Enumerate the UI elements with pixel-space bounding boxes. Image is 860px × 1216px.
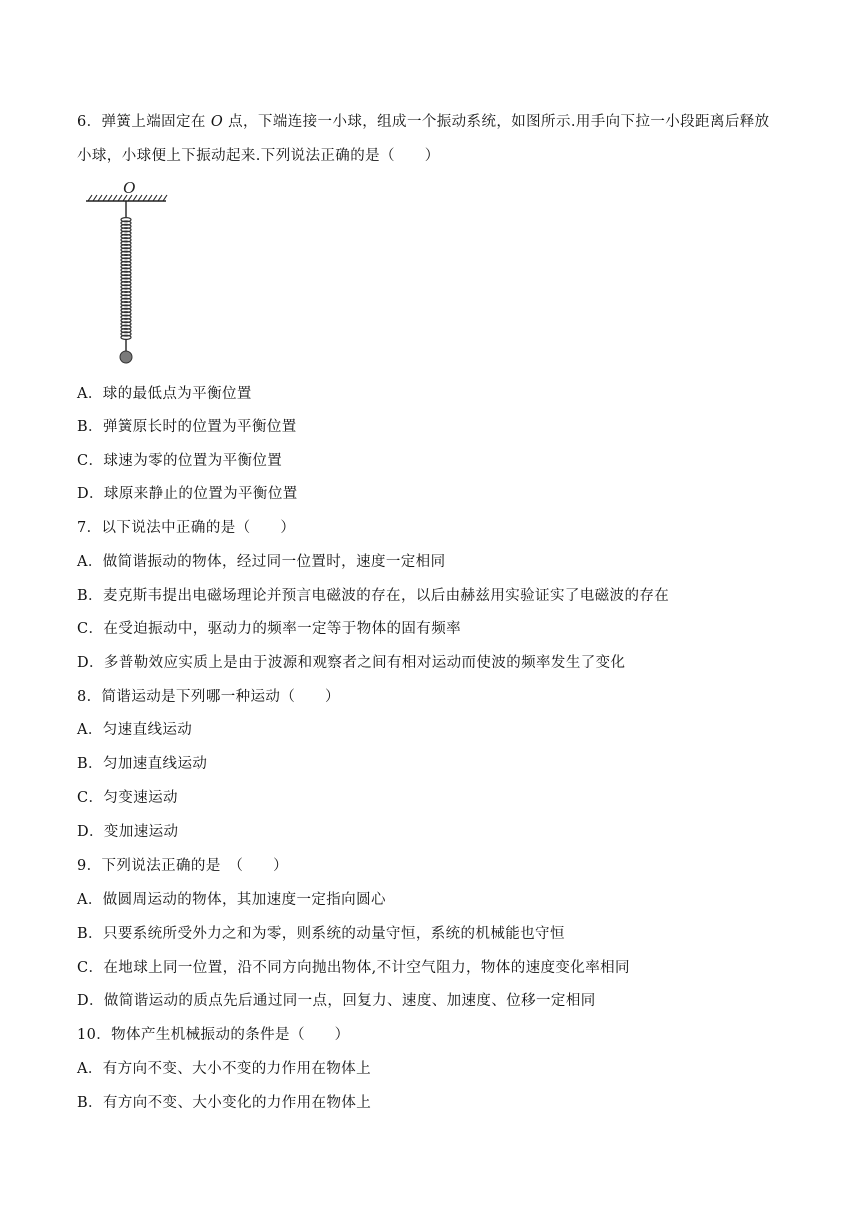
hatch-mark xyxy=(118,195,122,201)
question-7-option-c: C．在受迫振动中，驱动力的频率一定等于物体的固有频率 xyxy=(77,621,461,637)
hatch-mark xyxy=(138,195,142,201)
hatch-mark xyxy=(88,195,92,201)
question-8-option-a: A．匀速直线运动 xyxy=(77,722,193,738)
question-7-stem: 7．以下说法中正确的是（ ） xyxy=(77,520,296,536)
question-6-option-b: B．弹簧原长时的位置为平衡位置 xyxy=(77,419,297,435)
question-6-option-c: C．球速为零的位置为平衡位置 xyxy=(77,453,283,469)
hatch-mark xyxy=(103,195,107,201)
question-7-option-b: B．麦克斯韦提出电磁场理论并预言电磁波的存在，以后由赫兹用实验证实了电磁波的存在 xyxy=(77,588,670,604)
question-10-stem: 10．物体产生机械振动的条件是（ ） xyxy=(77,1027,350,1043)
hatch-mark xyxy=(163,195,167,201)
question-6-line-2: 小球，小球便上下振动起来.下列说法正确的是（ ） xyxy=(77,148,440,164)
hatch-mark xyxy=(153,195,157,201)
question-9-option-d: D．做简谐运动的质点先后通过同一点，回复力、速度、加速度、位移一定相同 xyxy=(77,993,596,1009)
question-7-option-a: A．做简谐振动的物体，经过同一位置时，速度一定相同 xyxy=(77,554,446,570)
hatch-mark xyxy=(143,195,147,201)
hatch-mark xyxy=(158,195,162,201)
question-6-line-1: 6．弹簧上端固定在 O 点，下端连接一小球，组成一个振动系统，如图所示.用手向下拉一小段距离后释放 xyxy=(77,114,770,130)
hatch-mark xyxy=(148,195,152,201)
question-10-option-b: B．有方向不变、大小变化的力作用在物体上 xyxy=(77,1095,372,1111)
figure-point-o: O xyxy=(123,178,136,197)
question-9-stem: 9．下列说法正确的是 （ ） xyxy=(77,858,288,874)
hatch-mark xyxy=(113,195,117,201)
question-8-option-c: C．匀变速运动 xyxy=(77,790,178,806)
question-6-option-a: A．球的最低点为平衡位置 xyxy=(77,386,252,402)
hatch-mark xyxy=(98,195,102,201)
question-8-stem: 8．简谐运动是下列哪一种运动（ ） xyxy=(77,689,340,705)
question-7-option-d: D．多普勒效应实质上是由于波源和观察者之间有相对运动而使波的频率发生了变化 xyxy=(77,655,626,671)
question-9-option-c: C．在地球上同一位置，沿不同方向抛出物体,不计空气阻力，物体的速度变化率相同 xyxy=(77,960,630,976)
hatch-mark xyxy=(93,195,97,201)
question-6-stem xyxy=(77,112,782,166)
question-8-option-d: D．变加速运动 xyxy=(77,824,179,840)
question-10-option-a: A．有方向不变、大小不变的力作用在物体上 xyxy=(77,1061,371,1077)
spring-coils xyxy=(121,218,131,340)
spring-figure xyxy=(84,178,174,368)
ball xyxy=(120,351,132,363)
question-9-option-b: B．只要系统所受外力之和为零，则系统的动量守恒，系统的机械能也守恒 xyxy=(77,926,565,942)
question-6-option-d: D．球原来静止的位置为平衡位置 xyxy=(77,486,298,502)
hatch-mark xyxy=(108,195,112,201)
point-o-label: O xyxy=(210,114,224,130)
question-9-option-a: A．做圆周运动的物体，其加速度一定指向圆心 xyxy=(77,892,386,908)
question-8-option-b: B．匀加速直线运动 xyxy=(77,756,208,772)
